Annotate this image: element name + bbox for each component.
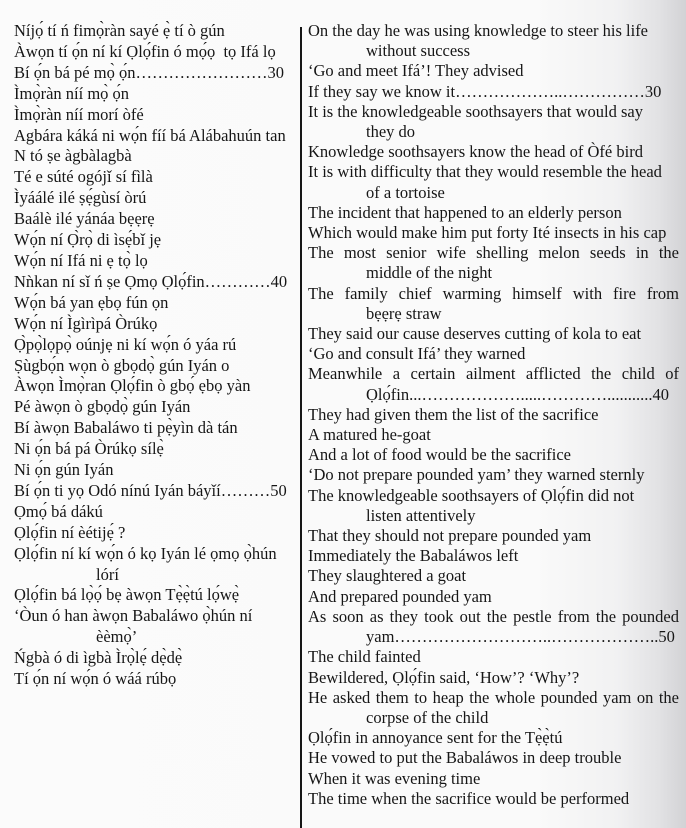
verse-line: Bí àwọn Babaláwo ti pẹ̀yìn dà tán [14,418,238,438]
verse-line: Knowledge soothsayers know the head of Òfé bird [308,142,643,162]
verse-line: On the day he was using knowledge to steer his life [308,21,649,40]
verse-line: Bí ọ́n bá pé mọ̀ ọ́n……………………30 [14,62,284,82]
verse-line: Ọlọ́fin in annoyance sent for the Tẹ̀ẹ̀tú [308,728,563,748]
verse-line: Ọlọ́fin...……………….....…………...........40 [366,384,669,404]
verse-line: Ṣùgbọ́n wọn ò gbọdọ̀ gún Iyán o [14,355,230,375]
verse-line: Wọ́n bá yan ẹbọ fún ọn [14,292,169,312]
column-divider-rule [300,27,302,828]
verse-line: As soon as they took out the pestle from the pounded [308,606,679,626]
verse-line: Níjọ́ tí ń fimọ̀ràn sayé ẹ̀ tí ò gún [14,21,225,40]
verse-line: He asked them to heap the whole pounded yam on the [308,687,679,707]
verse-line: It is the knowledgeable soothsayers that would say [308,101,643,121]
verse-line: Wọ́n ní Ọ̀rọ̀ di ìsẹ́bǐ jẹ [14,230,162,250]
verse-line: Ni ọ́n bá pá Òrúkọ sílẹ̀ [14,439,164,459]
verse-line: If they say we know it………………..……………30 [308,81,662,101]
verse-line: They had given them the list of the sacrifice [308,404,599,424]
verse-line: èèmọ̀’ [96,627,138,647]
verse-line: without success [366,41,471,61]
verse-line: Immediately the Babaláwos left [308,546,519,566]
verse-line: Ọlọ́fin ní kí wọ́n ó kọ Iyán lé ọmọ ọ̀hún [14,543,277,563]
verse-line: Agbára káká ni wọ́n fíí bá Alábahuún tan [14,125,286,145]
verse-line: Àwọn Ìmọ̀ran Ọlọ́fin ò gbọ́ ẹbọ yàn [14,376,251,396]
verse-line: Wọ́n ní Ifá ni ẹ tọ̀ lọ [14,250,148,270]
verse-line: listen attentively [366,505,476,525]
verse-line: That they should not prepare pounded yam [308,526,592,546]
verse-line: middle of the night [366,263,493,283]
verse-line: And a lot of food would be the sacrifice [308,445,572,465]
verse-line: ‘Òun ó han àwọn Babaláwo ọ̀hún ní [14,606,253,626]
verse-line: ‘Go and consult Ifá’ they warned [308,344,526,364]
verse-line: They said our cause deserves cutting of kola to eat [308,324,642,344]
verse-line: Ìmọ̀ràn níí mọ̀ ọ́n [14,83,130,103]
verse-line: It is with difficulty that they would resemble the head [308,162,662,182]
verse-line: bẹẹrẹ straw [366,303,442,323]
verse-line: Ọ̀pọ̀lọpọ̀ oúnjẹ ni kí wọ́n ó yáa rú [14,334,237,354]
verse-line: They slaughtered a goat [308,566,467,586]
verse-line: When it was evening time [308,768,481,788]
verse-line: Nǹkan ní sǐ ń ṣe Ọmọ Ọlọ́fin…………40 [14,271,288,291]
verse-line: Meanwhile a certain ailment afflicted the child of [308,364,679,384]
verse-line: of a tortoise [366,182,445,202]
verse-line: ‘Do not prepare pounded yam’ they warned sternly [308,465,645,485]
verse-line: they do [366,122,416,142]
verse-line: Bí ọ́n ti yọ Odó nínú Iyán báyǐí………50 [14,480,287,500]
verse-line: Wọ́n ní Ìgìrìpá Òrúkọ [14,313,158,333]
verse-line: lórí [96,564,119,584]
verse-line: Pé àwọn ò gbọdọ̀ gún Iyán [14,397,191,417]
verse-line: N tó ṣe àgbàlagbà [14,146,132,166]
verse-line: Ìyáálé ilé ṣẹ́gùsí òrú [14,188,147,208]
verse-line: Ọlọ́fin bá lọ̀ọ́ bẹ àwọn Tẹ̀ẹ̀tú lọ́wẹ̀ [14,585,240,605]
verse-line: ‘Go and meet Ifá’! They advised [308,61,524,81]
yoruba-verse-column [14,21,297,690]
verse-line: Tí ọ́n ní wọ́n ó wáá rúbọ [14,669,177,689]
verse-line: yam………………………..………………..50 [366,627,675,647]
verse-line: The time when the sacrifice would be performed [308,788,630,808]
verse-line: Ìmọ̀ràn níí morí òfé [14,104,144,124]
verse-line: Ńgbà ó di ìgbà Ìrọ̀lẹ́ dẹ̀dẹ̀ [14,648,183,668]
verse-line: Àwọn tí ọ́n ní kí Ọlọ́fin ó mọ́ọ tọ Ifá lọ [14,41,276,61]
verse-line: Bewildered, Ọlọ́fin said, ‘How’? ‘Why’? [308,667,580,687]
verse-line: Té e súté ogójǐ sí fìlà [14,167,153,187]
verse-line: The family chief warming himself with fire from [308,283,679,303]
verse-line: Ni ọ́n gún Iyán [14,460,114,480]
verse-line: The knowledgeable soothsayers of Ọlọ́fin did not [308,485,635,505]
verse-line: Which would make him put forty Ité insects in his cap [308,223,667,243]
verse-line: Baálè ilé yánáa bẹẹrẹ [14,209,155,229]
verse-line: Ọmọ́ bá dákú [14,501,103,521]
verse-line: The child fainted [308,647,421,667]
verse-line: corpse of the child [366,707,489,727]
verse-line: A matured he-goat [308,425,431,445]
verse-line: Ọlọ́fin ní èétijẹ́ ? [14,522,126,542]
verse-line: The incident that happened to an elderly person [308,202,622,222]
verse-line: And prepared pounded yam [308,586,492,606]
verse-line: The most senior wife shelling melon seeds in the [308,243,679,263]
verse-line: He vowed to put the Babaláwos in deep trouble [308,748,622,768]
english-translation-column [308,21,679,809]
